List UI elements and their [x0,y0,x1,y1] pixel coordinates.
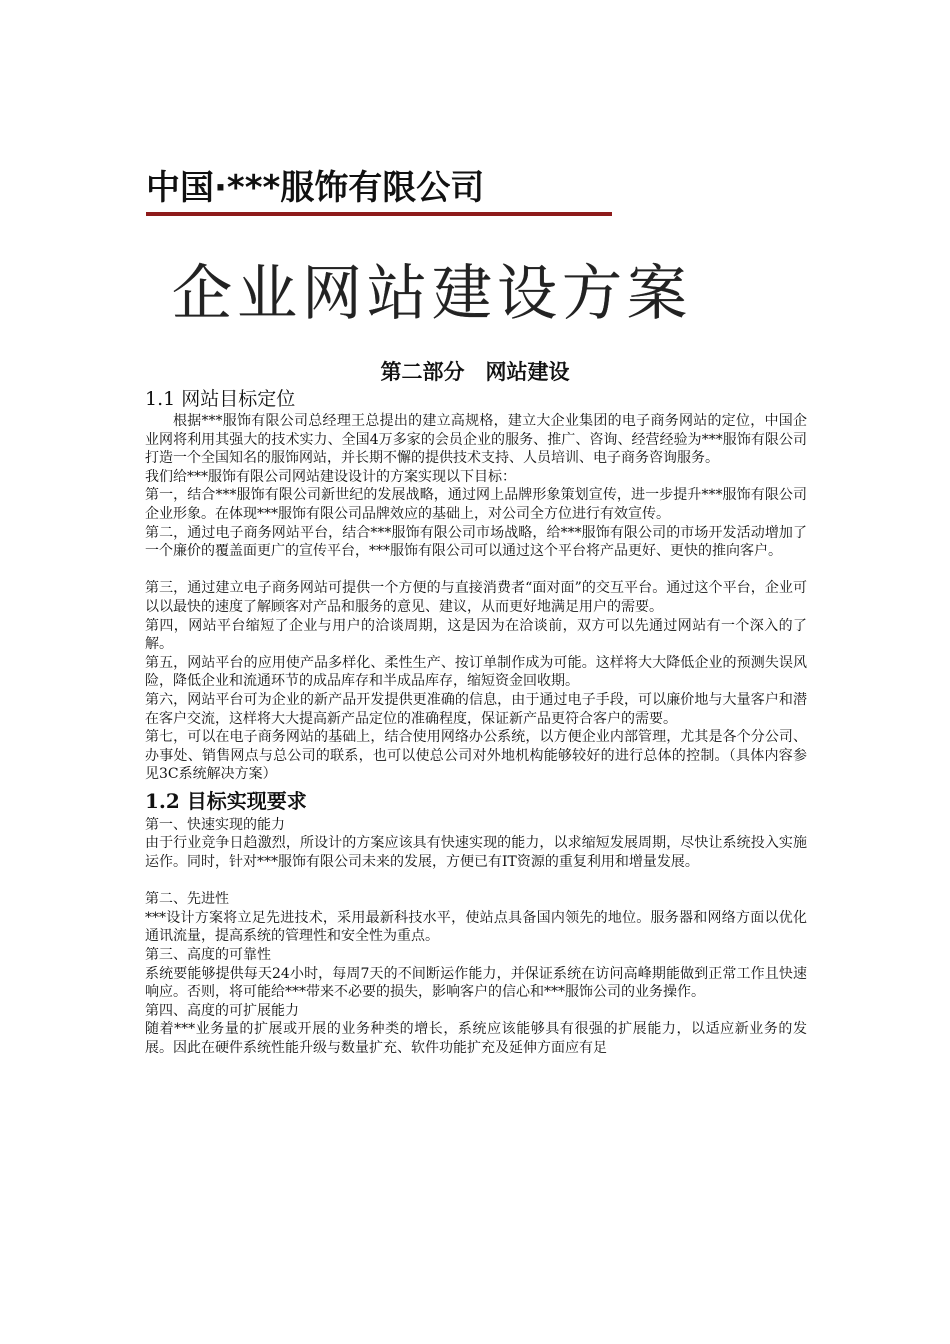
paragraph: 第二，通过电子商务网站平台，结合***服饰有限公司市场战略，给***服饰有限公司的市场开发活动增加了一个廉价的覆盖面更广的宣传平台，***服饰有限公司可以通过这个平台将产品更好、更快的推向客户。 [145,524,807,560]
item-title: 第一、快速实现的能力 [145,816,285,833]
part-title: 第二部分 网站建设 [380,360,570,384]
paragraph: 第六，网站平台可为企业的新产品开发提供更准确的信息，由于通过电子手段，可以廉价地与大量客户和潜在客户交流，这样将大大提高新产品定位的准确程度，保证新产品更符合客户的需要。 [145,691,807,727]
item-text: 由于行业竞争日趋激烈，所设计的方案应该具有快速实现的能力，以求缩短发展周期，尽快让系统投入实施运作。同时，针对***服饰有限公司未来的发展，方便已有IT资源的重复利用和增量发展。 [145,835,807,871]
paragraph: 根据***服饰有限公司总经理王总提出的建立高规格，建立大企业集团的电子商务网站的定位，中国企业网将利用其强大的技术实力、全国4万多家的会员企业的服务、推广、咨询、经营经验为***服饰有限公司打造一个全国知名的服饰网站，并长期不懈的提供技术支持、人员培训、电子商务咨询服务。 [145,413,807,467]
title-divider [146,212,612,216]
item-title: 第二、先进性 [145,891,229,908]
document-body [145,386,807,1058]
blank-line [145,872,807,891]
item-title: 第四、高度的可扩展能力 [145,1002,299,1019]
paragraph: 我们给***服饰有限公司网站建设设计的方案实现以下目标： [145,468,516,485]
paragraph: 第三，通过建立电子商务网站可提供一个方便的与直接消费者“面对面”的交互平台。通过这个平台，企业可以以最快的速度了解顾客对产品和服务的意见、建议，从而更好地满足用户的需要。 [145,580,807,615]
item-title: 第三、高度的可靠性 [145,947,271,964]
blank-line [145,561,807,580]
paragraph: 第七，可以在电子商务网站的基础上，结合使用网络办公系统，以方便企业内部管理，尤其是各个分公司、办事处、销售网点与总公司的联系，也可以使总公司对外地机构能够较好的进行总体的控制。（具体内容参见3C系统解决方案） [145,729,807,783]
section-heading-1-2: 1.2 目标实现要求 [145,788,307,813]
paragraph: 第五，网站平台的应用使产品多样化、柔性生产、按订单制作成为可能。这样将大大降低企业的预测失误风险，降低企业和流通环节的成品库存和半成品库存，缩短资金回收期。 [145,654,807,690]
item-text: 系统要能够提供每天24小时，每周7天的不间断运作能力，并保证系统在访问高峰期能做到正常工作且快速响应。否则，将可能给***带来不必要的损失，影响客户的信心和***服饰公司的业务操作。 [145,965,807,1001]
item-text: ***设计方案将立足先进技术，采用最新科技水平，使站点具备国内领先的地位。服务器和网络方面以优化通讯流量，提高系统的管理性和安全性为重点。 [145,909,807,945]
company-name: 中国·***服饰有限公司 [146,168,485,208]
item-text: 随着***业务量的扩展或开展的业务种类的增长，系统应该能够具有很强的扩展能力，以适应新业务的发展。因此在硬件系统性能升级与数量扩充、软件功能扩充及延伸方面应有足 [145,1021,807,1056]
paragraph: 第一，结合***服饰有限公司新世纪的发展战略，通过网上品牌形象策划宣传，进一步提升***服饰有限公司企业形象。在体现***服饰有限公司品牌效应的基础上，对公司全方位进行有效宣传。 [145,487,807,522]
section-heading-1-1: 1.1 网站目标定位 [145,388,296,410]
paragraph: 第四，网站平台缩短了企业与用户的洽谈周期，这是因为在洽谈前，双方可以先通过网站有一个深入的了解。 [145,617,807,653]
document-title: 企业网站建设方案 [172,259,692,329]
